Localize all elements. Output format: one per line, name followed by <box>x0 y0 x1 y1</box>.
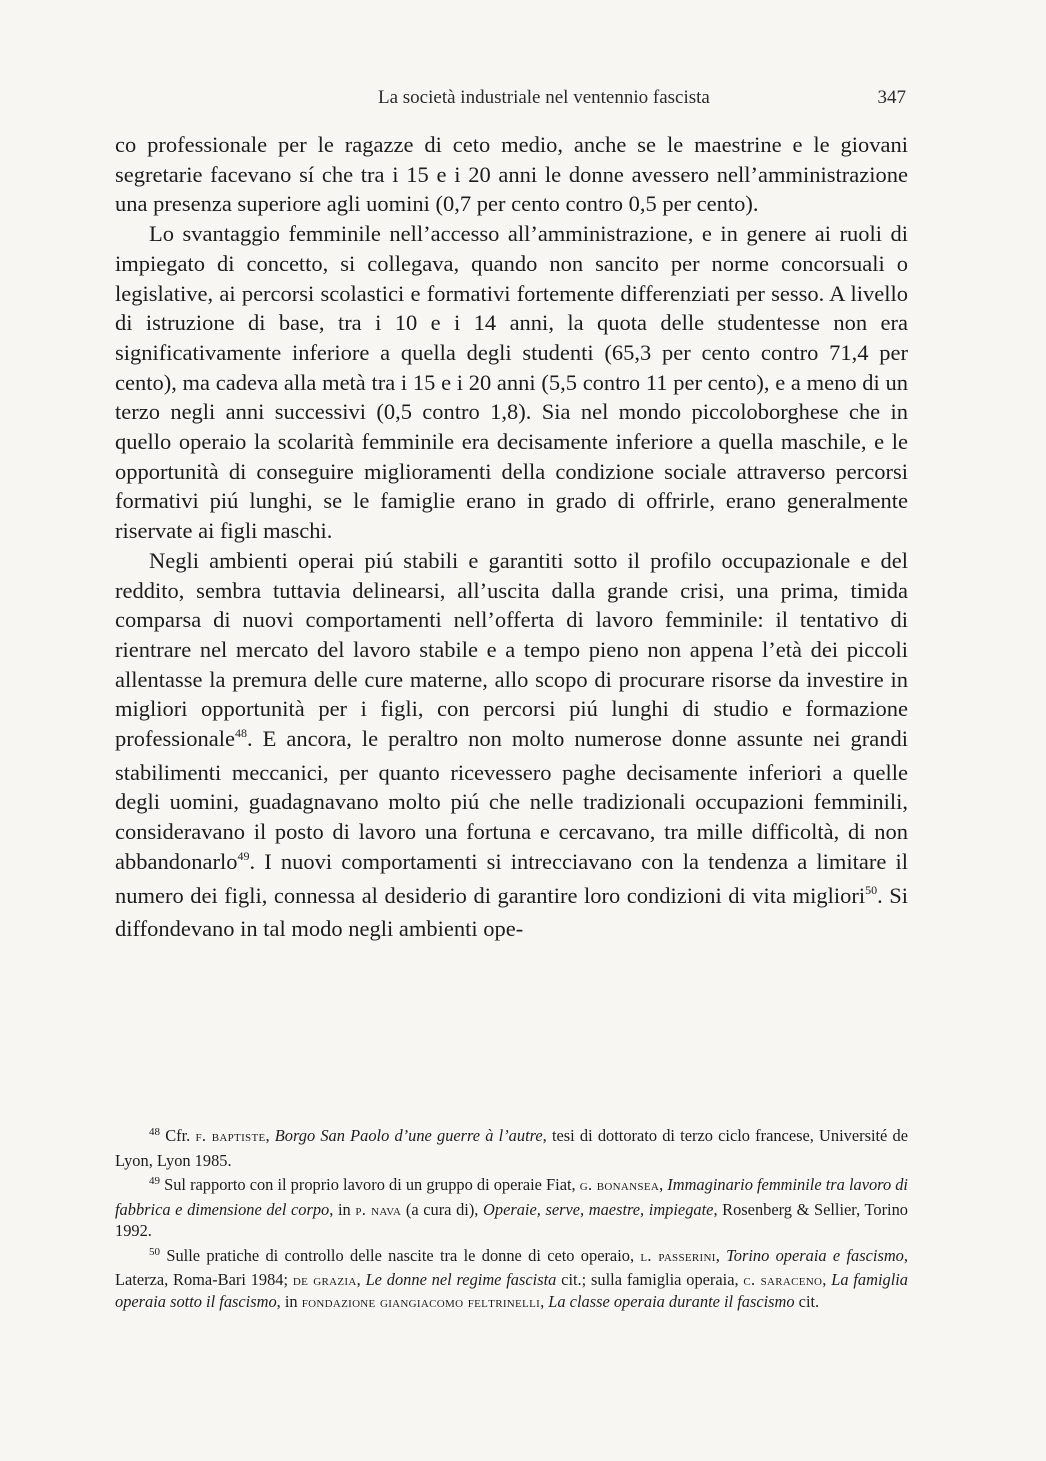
work-title: Borgo San Paolo d’une guerre à l’autre <box>274 1126 543 1145</box>
footnote-text: cit.; sulla famiglia operaia, <box>556 1270 744 1289</box>
editor-name: p. nava <box>355 1199 402 1219</box>
footnote-text: Sulle pratiche di controllo delle nascite tra le donne di ceto operaio, <box>166 1245 641 1265</box>
footnote-text: , Laterza, Roma-Bari 1984; <box>115 1245 908 1289</box>
work-title: Torino operaia e fascismo <box>726 1245 904 1265</box>
footnote-ref-50[interactable]: 50 <box>865 882 878 897</box>
footnote-text: , <box>822 1270 832 1289</box>
footnote-text: (a cura di), <box>401 1199 484 1219</box>
paragraph-text: Negli ambienti operai piú stabili e garantiti sotto il profilo occupazionale e del reddito, sembra tuttavia delinearsi, all’uscita dalla grande crisi, una prima, timida comparsa di nuovi comportamenti nell’offerta di lavoro femminile: il tentativo di rientrare nel mercato del lavoro stabile e a tempo pieno non appena l’età dei piccoli allentasse la premura delle cure materne, allo scopo di procurare risorse da investire in migliori opportunità per i figli, con percorsi piú lunghi di studio e formazione professionale <box>115 547 908 752</box>
work-title: Operaie, serve, maestre, impiegate <box>483 1199 714 1219</box>
footnote-text: , <box>265 1126 275 1145</box>
paragraph-text: . E ancora, le peraltro non molto numerose donne assunte nei grandi stabilimenti meccanici, per quanto ricevessero paghe decisamente inferiori a quelle degli uomini, guadagnavano molto piú che nelle tradizionali occupazioni femminili, consideravano il posto di lavoro una fortuna e cercavano, tra mille difficoltà, di non abbandonarlo <box>115 726 908 874</box>
paragraph-text: . Si diffondevano in tal modo negli ambienti ope- <box>115 882 909 942</box>
work-title: La classe operaia durante il fascismo <box>548 1291 795 1311</box>
footnote-text: , <box>659 1175 668 1194</box>
paragraph <box>115 546 908 944</box>
paragraph: co professionale per le ragazze di ceto medio, anche se le maestrine e le giovani segretarie facevano sí che tra i 15 e i 20 anni le donne avessero nell’amministrazione una presenza superiore agli uomini (0,7 per cento contro 0,5 per cento). <box>115 132 908 217</box>
footnote-text: , Rosenberg & Sellier, Torino 1992. <box>115 1199 909 1240</box>
footnote-text: cit. <box>794 1291 820 1311</box>
footnote-text: Sul rapporto con il proprio lavoro di un gruppo di operaie Fiat, <box>164 1175 580 1194</box>
author-name: f. baptiste <box>195 1126 266 1145</box>
footnote-ref-49[interactable]: 49 <box>237 848 250 863</box>
footnote-number: 50 <box>149 1245 160 1258</box>
page-number: 347 <box>877 87 906 108</box>
paragraph: Lo svantaggio femminile nell’accesso all’amministrazione, e in genere ai ruoli di impiegato di concetto, si collegava, quando non sancito per norme concorsuali o legislative, ai percorsi scolastici e formativi fortemente differenziati per sesso. A livello di istruzione di base, tra i 10 e i 14 anni, la quota delle studentesse non era significativamente inferiore a quella degli studenti (65,3 per cento contro 71,4 per cento), ma cadeva alla metà tra i 15 e i 20 anni (5,5 contro 11 per cento), e a meno di un terzo negli anni successivi (0,5 contro 1,8). Sia nel mondo piccoloborghese che in quello operaio la scolarità femminile era decisamente inferiore a quella maschile, e le opportunità di conseguire miglioramenti della condizione sociale attraverso percorsi formativi piú lunghi, se le famiglie erano in grado di offrirle, erano generalmente riservate ai figli maschi. <box>115 221 908 544</box>
footnote-49 <box>115 1174 908 1242</box>
work-title: La famiglia operaia sotto il fascismo <box>115 1270 908 1311</box>
main-text <box>115 130 908 944</box>
author-name: g. bonansea <box>579 1175 660 1194</box>
author-name: de grazia <box>292 1270 357 1289</box>
footnote-ref-48[interactable]: 48 <box>234 726 247 741</box>
footnote-50 <box>115 1245 908 1313</box>
footnote-text: , <box>540 1291 549 1311</box>
footnote-text: , <box>356 1270 366 1289</box>
footnote-text: , <box>715 1245 727 1265</box>
footnote-number: 48 <box>149 1126 160 1138</box>
footnote-text: , tesi di dottorato di terzo ciclo francese, Université de Lyon, Lyon 1985. <box>115 1126 908 1170</box>
author-name: fondazione giangiacomo feltrinelli <box>301 1291 541 1311</box>
author-name: l. passerini <box>640 1245 716 1265</box>
footnote-text: , in <box>329 1199 356 1219</box>
author-name: c. saraceno <box>743 1270 823 1289</box>
running-title: La società industriale nel ventennio fascista <box>378 87 710 108</box>
footnotes <box>115 1125 908 1315</box>
footnote-text: , in <box>276 1291 302 1311</box>
footnote-48 <box>115 1125 908 1171</box>
paragraph-text: . I nuovi comportamenti si intrecciavano con la tendenza a limitare il numero dei figli, connessa al desiderio di garantire loro condizioni di vita migliori <box>115 848 908 908</box>
work-title: Immaginario femminile tra lavoro di fabbrica e dimensione del corpo <box>115 1175 908 1219</box>
footnote-number: 49 <box>149 1175 160 1187</box>
footnote-text: Cfr. <box>165 1126 196 1145</box>
work-title: Le donne nel regime fascista <box>365 1270 557 1289</box>
